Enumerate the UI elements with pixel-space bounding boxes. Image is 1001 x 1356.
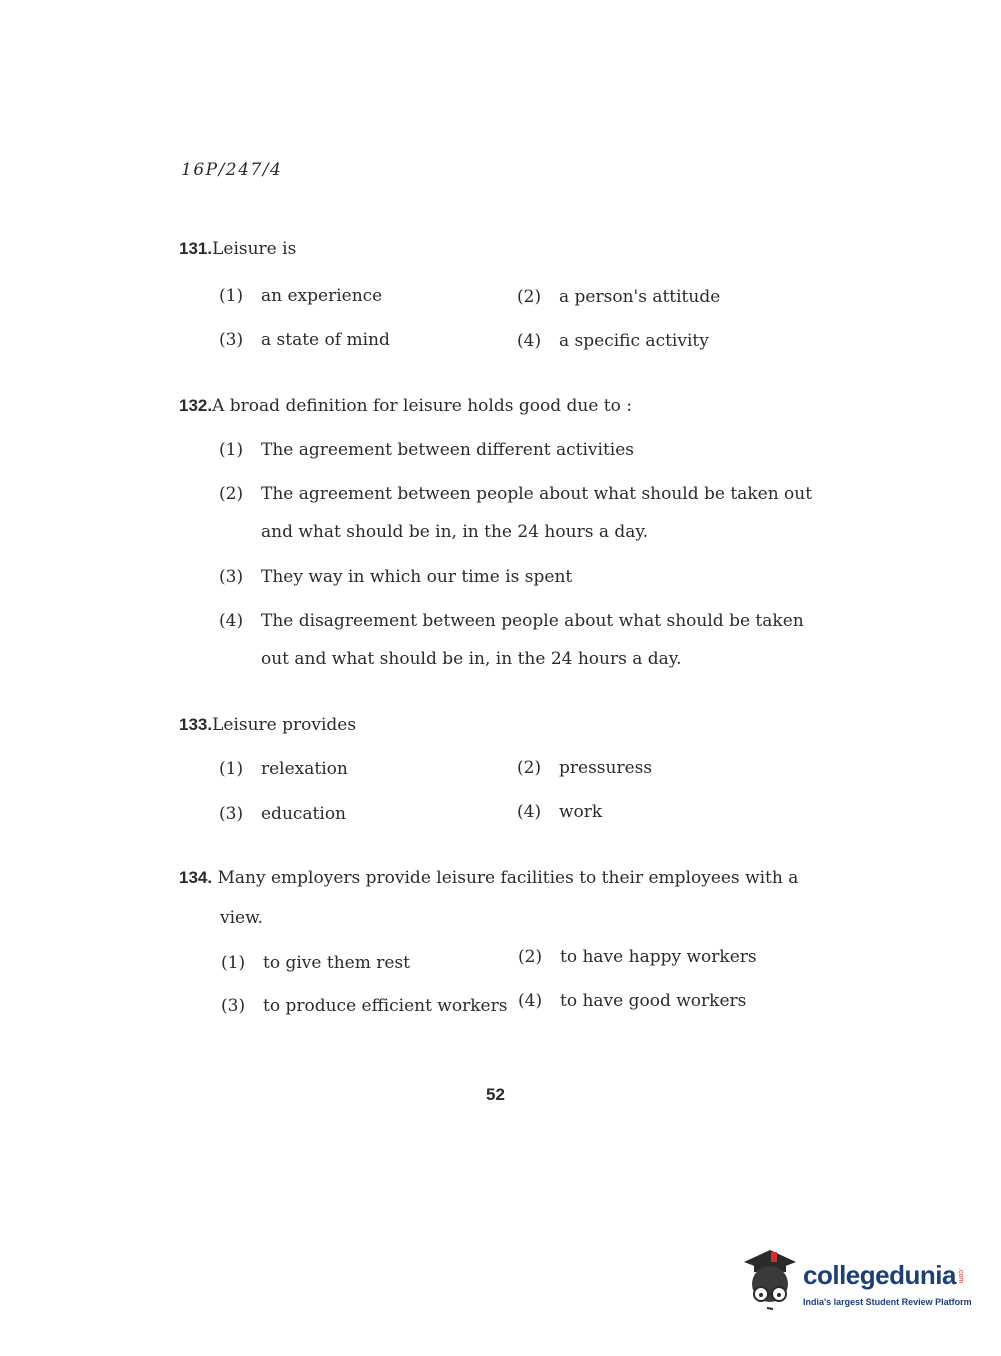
- question-number: 132.: [179, 396, 213, 415]
- option-132-2: (2) The agreement between people about what should be taken out: [219, 484, 813, 504]
- option-131-1: (1) an experience: [219, 286, 383, 306]
- question-text: A broad definition for leisure holds good due to :: [212, 396, 632, 416]
- option-134-3: (3) to produce efficient workers: [221, 996, 508, 1016]
- mascot-icon: [740, 1248, 802, 1314]
- option-132-4: (4) The disagreement between people about what should be taken: [219, 611, 804, 631]
- question-132: [179, 396, 632, 416]
- logo-wordmark: collegedunia: [803, 1260, 956, 1290]
- question-text: Leisure is: [212, 239, 297, 259]
- option-132-3: (3) They way in which our time is spent: [219, 567, 573, 587]
- option-133-2: (2) pressuress: [517, 758, 653, 778]
- question-text: Leisure provides: [212, 715, 357, 735]
- question-133: [179, 715, 356, 735]
- question-134-continued: view.: [220, 908, 264, 928]
- option-133-4: (4) work: [517, 802, 603, 822]
- logo-tagline: India's largest Student Review Platform: [803, 1297, 972, 1307]
- option-134-4: (4) to have good workers: [518, 991, 747, 1011]
- option-132-4-continued: out and what should be in, in the 24 hours a day.: [261, 649, 682, 669]
- page-number: 52: [486, 1085, 505, 1104]
- option-132-2-continued: and what should be in, in the 24 hours a day.: [261, 522, 649, 542]
- question-number: 131.: [179, 239, 213, 258]
- option-131-4: (4) a specific activity: [517, 331, 709, 351]
- collegedunia-logo: [740, 1248, 970, 1318]
- question-number: 134.: [179, 868, 213, 887]
- question-number: 133.: [179, 715, 213, 734]
- option-132-1: (1) The agreement between different activities: [219, 440, 635, 460]
- question-131: [179, 239, 296, 259]
- option-133-3: (3) education: [219, 804, 346, 824]
- logo-domain: .com: [957, 1268, 964, 1284]
- question-134: [179, 868, 798, 888]
- option-133-1: (1) relexation: [219, 759, 348, 779]
- option-131-3: (3) a state of mind: [219, 330, 390, 350]
- option-134-1: (1) to give them rest: [221, 953, 410, 973]
- paper-code: 16P/247/4: [181, 160, 283, 180]
- option-134-2: (2) to have happy workers: [518, 947, 757, 967]
- option-131-2: (2) a person's attitude: [517, 287, 721, 307]
- question-text: Many employers provide leisure facilities to their employees with a: [217, 868, 799, 888]
